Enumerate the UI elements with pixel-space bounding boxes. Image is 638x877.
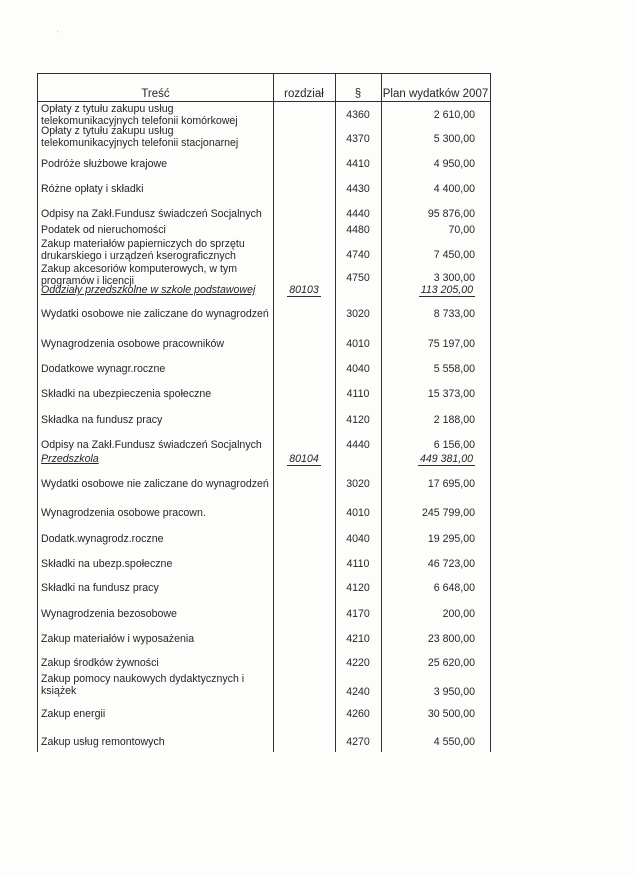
row-amount: 46 723,00 [427, 558, 475, 570]
row-rozdzial [273, 722, 335, 752]
table-row [38, 102, 490, 125]
table-row [38, 647, 490, 673]
row-paragraf: 4110 [346, 558, 370, 570]
row-rozdzial [273, 403, 335, 429]
table-row [38, 673, 490, 696]
row-amount: 70,00 [448, 224, 475, 236]
row-amount: 15 373,00 [427, 388, 475, 400]
section-code: 80103 [289, 284, 319, 296]
section-total [381, 453, 490, 468]
row-paragraf: 4440 [346, 439, 370, 451]
row-amount: 6 648,00 [433, 582, 475, 594]
section-title: Oddziały przedszkolne w szkole podstawowej [41, 284, 256, 296]
row-description: Składki na ubezpieczenia społeczne [41, 388, 212, 400]
row-amount: 19 295,00 [427, 533, 475, 545]
row-description: Podróże służbowe krajowe [41, 158, 168, 170]
row-description: Składki na ubezp.społeczne [41, 558, 173, 570]
section-amount: 449 381,00 [419, 453, 473, 465]
section-total [381, 284, 490, 298]
table-row [38, 468, 490, 497]
row-paragraf: 4040 [346, 363, 370, 375]
row-rozdzial [273, 284, 335, 298]
header-tresc: Treść [141, 88, 170, 100]
row-description: Odpisy na Zakł.Fundusz świadczeń Socjalnych [41, 208, 262, 220]
row-paragraf: 4440 [346, 208, 370, 220]
row-rozdzial [273, 497, 335, 523]
table-row [38, 125, 490, 150]
row-paragraf: 4210 [346, 633, 370, 645]
row-description: Zakup usług remontowych [41, 736, 165, 748]
row-amount: 7 450,00 [433, 249, 475, 261]
row-paragraf: 4270 [346, 736, 370, 748]
row-description: Podatek od nieruchomości [41, 224, 166, 236]
row-amount: 25 620,00 [427, 657, 475, 669]
table-row [38, 548, 490, 572]
row-description: Dodatkowe wynagr.roczne [41, 363, 166, 375]
row-paragraf: 4740 [346, 249, 370, 261]
section-row [38, 284, 490, 298]
row-paragraf: 4750 [346, 272, 370, 284]
row-description: Różne opłaty i składki [41, 183, 144, 195]
row-paragraf: 3020 [346, 478, 370, 490]
row-amount: 200,00 [442, 608, 475, 620]
row-rozdzial [273, 328, 335, 353]
row-amount: 3 950,00 [433, 686, 475, 698]
row-amount: 2 610,00 [433, 109, 475, 121]
row-paragraf: 4370 [346, 133, 370, 145]
header-paragraf: § [354, 88, 362, 100]
table-row [38, 722, 490, 752]
row-paragraf: 4170 [346, 608, 370, 620]
row-paragraf: 4110 [346, 388, 370, 400]
row-rozdzial [273, 102, 335, 125]
row-paragraf: 4120 [346, 414, 370, 426]
row-paragraf: 4010 [346, 338, 370, 350]
row-description: Wynagrodzenia bezosobowe [41, 608, 177, 620]
table-row [38, 353, 490, 378]
row-paragraf: 4120 [346, 582, 370, 594]
header-rozdzial: rozdział [284, 88, 324, 100]
table-row [38, 696, 490, 722]
row-paragraf: 4360 [346, 109, 370, 121]
row-paragraf: 4260 [346, 708, 370, 720]
table-body [38, 102, 490, 752]
row-description: Składki na fundusz pracy [41, 582, 159, 594]
row-description: Zakup energii [41, 708, 106, 720]
row-paragraf: 4410 [346, 158, 370, 170]
row-description: Dodatk.wynagrodz.roczne [41, 533, 164, 545]
row-rozdzial [273, 596, 335, 623]
row-rozdzial [273, 238, 335, 263]
row-rozdzial [273, 523, 335, 548]
section-amount: 113 205,00 [420, 284, 473, 296]
row-description: Wynagrodzenia osobowe pracown. [41, 507, 206, 519]
row-paragraf [335, 453, 381, 468]
row-paragraf: 4010 [346, 507, 370, 519]
row-amount: 30 500,00 [427, 708, 475, 720]
row-description: Opłaty z tytułu zakupu usług telekomunikacyjnych telefonii komórkowej [41, 103, 238, 127]
table-row [38, 238, 490, 263]
row-paragraf: 4040 [346, 533, 370, 545]
row-amount: 6 156,00 [433, 439, 475, 451]
row-amount: 75 197,00 [427, 338, 475, 350]
row-amount: 245 799,00 [421, 507, 475, 519]
row-amount: 4 550,00 [433, 736, 475, 748]
row-rozdzial [273, 647, 335, 673]
row-amount: 2 188,00 [433, 414, 475, 426]
row-rozdzial [273, 673, 335, 696]
row-amount: 8 733,00 [433, 308, 475, 320]
table-row [38, 497, 490, 523]
header-plan: Plan wydatków 2007 [382, 88, 489, 100]
row-rozdzial [273, 353, 335, 378]
row-description: Wydatki osobowe nie zaliczane do wynagrodzeń [41, 478, 269, 490]
table-header [38, 74, 490, 102]
table-row [38, 263, 490, 287]
table-row [38, 623, 490, 647]
table-row [38, 429, 490, 453]
row-rozdzial [273, 175, 335, 200]
row-description: Opłaty z tytułu zakupu usług telekomunikacyjnych telefonii stacjonarnej [41, 125, 239, 149]
row-rozdzial [273, 572, 335, 596]
row-rozdzial [273, 548, 335, 572]
row-rozdzial [273, 150, 335, 175]
row-amount: 4 400,00 [433, 183, 475, 195]
row-amount: 95 876,00 [427, 208, 475, 220]
row-description: Wynagrodzenia osobowe pracowników [41, 338, 225, 350]
table-row [38, 572, 490, 596]
table-row [38, 523, 490, 548]
budget-table [37, 73, 491, 752]
row-rozdzial [273, 263, 335, 284]
table-row [38, 224, 490, 238]
row-description: Zakup materiałów i wyposażenia [41, 633, 195, 645]
row-description: Wydatki osobowe nie zaliczane do wynagrodzeń [41, 308, 269, 320]
table-row [38, 328, 490, 353]
row-description: Odpisy na Zakł.Fundusz świadczeń Socjalnych [41, 439, 262, 451]
row-rozdzial [273, 125, 335, 150]
row-paragraf: 3020 [346, 308, 370, 320]
row-amount: 5 300,00 [433, 133, 475, 145]
section-title: Przedszkola [41, 453, 99, 465]
section-row [38, 453, 490, 468]
table-row [38, 200, 490, 224]
table-row [38, 403, 490, 429]
row-rozdzial [273, 429, 335, 453]
row-rozdzial [273, 224, 335, 238]
row-description: Zakup pomocy naukowych dydaktycznych i książek [41, 673, 245, 697]
row-paragraf [335, 284, 381, 298]
row-rozdzial [273, 623, 335, 647]
row-amount: 5 558,00 [433, 363, 475, 375]
row-amount: 4 950,00 [433, 158, 475, 170]
row-paragraf: 4240 [346, 686, 370, 698]
table-row [38, 378, 490, 403]
scan-speck: ' [57, 29, 59, 39]
row-paragraf: 4220 [346, 657, 370, 669]
row-amount: 23 800,00 [427, 633, 475, 645]
row-rozdzial [273, 696, 335, 722]
row-description: Zakup materiałów papierniczych do sprzętu drukarskiego i urządzeń kserograficznych [41, 238, 245, 262]
row-rozdzial [273, 298, 335, 328]
row-rozdzial [273, 453, 335, 468]
row-rozdzial [273, 468, 335, 497]
table-row [38, 150, 490, 175]
row-rozdzial [273, 200, 335, 224]
table-row [38, 175, 490, 200]
row-rozdzial [273, 378, 335, 403]
table-row [38, 596, 490, 623]
row-amount: 3 300,00 [433, 272, 475, 284]
row-paragraf: 4430 [346, 183, 370, 195]
row-paragraf: 4480 [346, 224, 370, 236]
row-description: Zakup akcesoriów komputerowych, w tym programów i licencji [41, 263, 238, 287]
row-description: Zakup środków żywności [41, 657, 159, 669]
section-code: 80104 [289, 453, 319, 465]
table-row [38, 298, 490, 328]
row-amount: 17 695,00 [427, 478, 475, 490]
row-description: Składka na fundusz pracy [41, 414, 163, 426]
